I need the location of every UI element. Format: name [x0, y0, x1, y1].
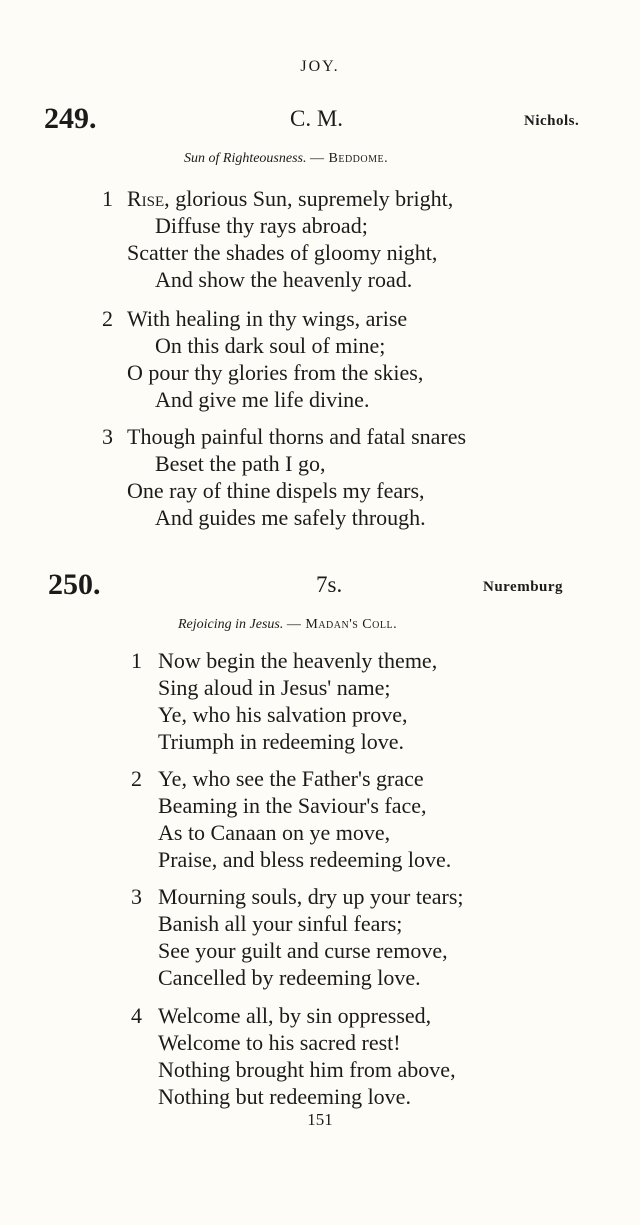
verse-line: Scatter the shades of gloomy night, [127, 240, 438, 265]
verse-line: And give me life divine. [155, 387, 370, 412]
verse-line [127, 186, 453, 212]
verse-number: 1 [102, 186, 113, 211]
running-head: JOY. [300, 58, 340, 75]
verse-line: Nothing but redeeming love. [158, 1084, 411, 1109]
verse-line: One ray of thine dispels my fears, [127, 478, 425, 503]
hymn-source [184, 151, 388, 167]
verse-line: Banish all your sinful fears; [158, 911, 403, 936]
verse-line: On this dark soul of mine; [155, 333, 386, 358]
page-number: 151 [307, 1110, 333, 1129]
verse-line: Cancelled by redeeming love. [158, 965, 421, 990]
verse-line: Welcome all, by sin oppressed, [158, 1003, 432, 1028]
verse-line: Mourning souls, dry up your tears; [158, 884, 464, 909]
source-title: Sun of Righteousness. [184, 151, 307, 166]
hymn-tune: Nuremburg [483, 579, 564, 595]
verse-line: Beaming in the Saviour's face, [158, 793, 427, 818]
verse-line: Triumph in redeeming love. [158, 729, 405, 754]
verse-line: Ye, who see the Father's grace [158, 766, 424, 791]
hymn-meter: 7s. [316, 572, 343, 597]
verse-number: 4 [131, 1003, 142, 1028]
source-author: — Beddome. [310, 151, 389, 166]
verse-line-rest: glorious Sun, supremely bright, [169, 186, 454, 211]
hymn-source [178, 617, 397, 633]
verse-line: Praise, and bless redeeming love. [158, 847, 452, 872]
source-author: — Madan's Coll. [286, 617, 398, 632]
verse-line: Now begin the heavenly theme, [158, 648, 438, 673]
hymn-tune: Nichols. [524, 113, 580, 129]
verse-line: O pour thy glories from the skies, [127, 360, 424, 385]
verse-line: Beset the path I go, [155, 451, 326, 476]
hymn-meter: C. M. [290, 106, 344, 131]
verse-line: Welcome to his sacred rest! [158, 1030, 401, 1055]
hymn-number: 249. [44, 102, 97, 135]
verse-line: With healing in thy wings, arise [127, 306, 408, 331]
verse-number: 3 [131, 884, 142, 909]
verse-line: Nothing brought him from above, [158, 1057, 456, 1082]
source-title: Rejoicing in Jesus. [178, 617, 284, 632]
verse-line: Sing aloud in Jesus' name; [158, 675, 391, 700]
verse-number: 3 [102, 424, 113, 449]
hymn-number: 250. [48, 568, 101, 601]
verse-line: As to Canaan on ye move, [158, 820, 391, 845]
verse-number: 2 [102, 306, 113, 331]
verse-line: Though painful thorns and fatal snares [127, 424, 467, 449]
verse-number: 1 [131, 648, 142, 673]
verse-first-word: Rise, [127, 186, 170, 211]
verse-line: Diffuse thy rays abroad; [155, 213, 368, 238]
verse-line: See your guilt and curse remove, [158, 938, 448, 963]
verse-line: And guides me safely through. [155, 505, 426, 530]
verse-number: 2 [131, 766, 142, 791]
verse-line: And show the heavenly road. [155, 267, 413, 292]
verse-line: Ye, who his salvation prove, [158, 702, 408, 727]
